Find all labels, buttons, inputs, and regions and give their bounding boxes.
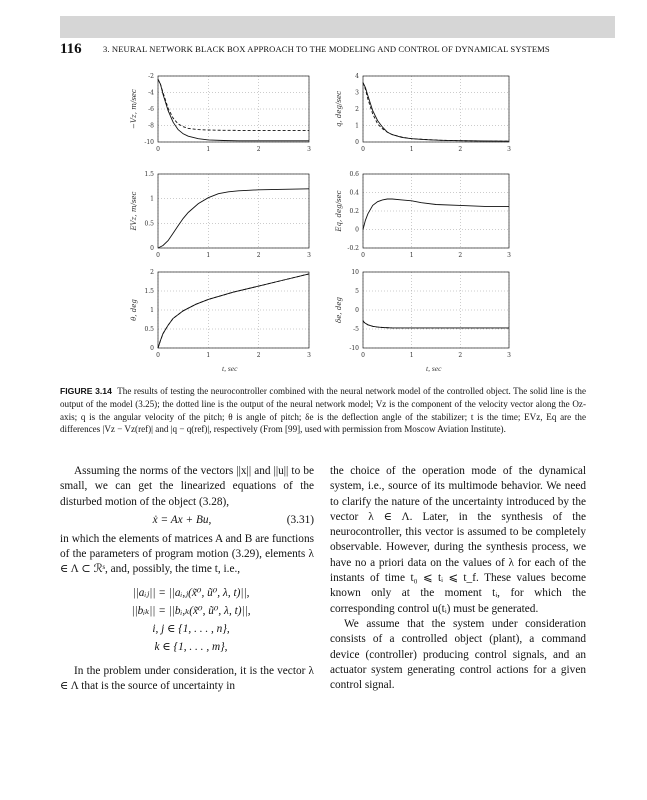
x-tick-label: 3 bbox=[307, 352, 311, 359]
x-tick-label: 2 bbox=[256, 252, 261, 259]
y-tick-label: 4 bbox=[355, 73, 359, 80]
y-tick-label: 0 bbox=[150, 345, 154, 352]
x-tick-label: 0 bbox=[361, 146, 365, 153]
equation-3-31-number: (3.31) bbox=[286, 514, 314, 527]
y-tick-label: 1.5 bbox=[144, 288, 154, 295]
y-tick-label: 0.5 bbox=[144, 220, 154, 228]
x-tick-label: 0 bbox=[156, 352, 160, 359]
x-tick-label: 1 bbox=[206, 352, 211, 359]
y-axis-label: δe, deg bbox=[335, 297, 343, 323]
plot-middle-left bbox=[118, 170, 313, 260]
left-paragraph-1: Assuming the norms of the vectors ||x|| and ||u|| to be small, we can get the linearized equations of the disturbed motion of the object (3.28), bbox=[60, 465, 314, 508]
y-tick-label: 1 bbox=[150, 307, 154, 314]
series-line-solid bbox=[158, 189, 309, 248]
equation-line-1: ||aᵢⱼ|| = ||aᵢ,ⱼ(x̃⁰, ũ⁰, λ, t)||, bbox=[132, 586, 250, 599]
y-tick-label: 0 bbox=[355, 139, 359, 146]
y-tick-label: -10 bbox=[144, 139, 154, 146]
y-tick-label: 1 bbox=[355, 122, 359, 130]
equation-line-4: k ∈ {1, . . . , m}, bbox=[154, 640, 228, 653]
xlabel-left: t, sec bbox=[222, 364, 238, 373]
header-bar bbox=[60, 16, 615, 38]
y-tick-label: 5 bbox=[355, 288, 359, 295]
plot-frame bbox=[158, 174, 309, 248]
x-tick-label: 3 bbox=[307, 146, 311, 153]
y-tick-label: -8 bbox=[148, 122, 154, 130]
x-tick-label: 1 bbox=[409, 252, 414, 259]
y-tick-label: -0.2 bbox=[347, 245, 359, 252]
x-tick-label: 1 bbox=[206, 146, 211, 153]
y-tick-label: 3 bbox=[355, 89, 359, 97]
plot-bottom-right bbox=[323, 268, 513, 360]
x-tick-label: 2 bbox=[458, 146, 463, 153]
x-tick-label: 3 bbox=[507, 352, 511, 359]
equation-line-3: i, j ∈ {1, . . . , n}, bbox=[152, 622, 230, 635]
y-tick-label: -4 bbox=[148, 89, 154, 97]
plot-middle-right bbox=[323, 170, 513, 260]
y-tick-label: 0.2 bbox=[349, 208, 359, 215]
plot-top-left bbox=[118, 72, 313, 154]
y-axis-label: EVz, m/sec bbox=[130, 191, 138, 231]
x-tick-label: 2 bbox=[458, 252, 463, 259]
x-tick-label: 0 bbox=[361, 252, 365, 259]
x-tick-label: 2 bbox=[256, 146, 261, 153]
running-head: 3. NEURAL NETWORK BLACK BOX APPROACH TO THE MODELING AND CONTROL OF DYNAMICAL SYSTEMS bbox=[103, 44, 550, 54]
caption-label: FIGURE 3.14 bbox=[60, 386, 112, 396]
x-tick-label: 1 bbox=[409, 352, 414, 359]
x-tick-label: 1 bbox=[409, 146, 414, 153]
y-tick-label: -2 bbox=[148, 73, 154, 80]
x-tick-label: 1 bbox=[206, 252, 211, 259]
y-tick-label: 2 bbox=[355, 106, 359, 113]
series-line-solid bbox=[363, 83, 509, 142]
caption-text: The results of testing the neurocontroller combined with the neural network model of the controlled object. The solid line is the output of the model (3.25); the dotted line is the output of the neural network model; Vz is the component of the velocity vector along the Oz-axis; q is the angular velocity of the pitch; θ is angle of pitch; δe is the deflection angle of the stabilizer; t is the time; EVz, Eq are the differences |Vz − Vz(ref)| and |q − q(ref)|, respectively (From [99], used with permission from Moscow Aviation Institute). bbox=[60, 386, 586, 435]
y-tick-label: 10 bbox=[351, 269, 359, 276]
x-tick-label: 2 bbox=[256, 352, 261, 359]
series-line-solid bbox=[158, 79, 309, 141]
y-tick-label: -6 bbox=[148, 106, 154, 113]
y-axis-label: −Vz, m/sec bbox=[130, 89, 138, 129]
equation-line-2: ||bᵢₖ|| = ||bᵢ,ₖ(x̃⁰, ũ⁰, λ, t)||, bbox=[131, 604, 251, 617]
series-line-dashed bbox=[158, 274, 309, 348]
series-line-dashed bbox=[363, 321, 509, 328]
equation-block bbox=[60, 584, 314, 656]
series-line-solid bbox=[363, 199, 509, 230]
y-tick-label: 0 bbox=[355, 307, 359, 314]
plot-bottom-left bbox=[118, 268, 313, 360]
y-tick-label: 2 bbox=[150, 269, 154, 276]
equation-3-31 bbox=[60, 510, 314, 532]
y-axis-label: θ, deg bbox=[130, 299, 138, 321]
left-column bbox=[60, 464, 314, 694]
x-tick-label: 3 bbox=[507, 252, 511, 259]
x-tick-label: 2 bbox=[458, 352, 463, 359]
plot-top-right bbox=[323, 72, 513, 154]
y-tick-label: 1 bbox=[150, 195, 154, 203]
y-tick-label: 0 bbox=[355, 226, 359, 234]
x-tick-label: 0 bbox=[156, 252, 160, 259]
series-line-dashed bbox=[158, 79, 309, 130]
right-paragraph-1: the choice of the operation mode of the dynamical system, i.e., source of its multimode behavior. We need to clarify the nature of the uncertainty introduced by the vector λ ∈ Λ. Later, in the synthesis of the neurocontroller, this vector is assumed to be completely observable. However, during the synthesis process, we have no a priori data on the values of λ for each of the instants of time t₀ ⩽ tᵢ ⩽ t_f. These values become known only at the moment tᵢ, for which the corresponding control u(tᵢ) must be generated. bbox=[330, 465, 586, 615]
x-tick-label: 3 bbox=[307, 252, 311, 259]
y-tick-label: 0.6 bbox=[349, 171, 359, 178]
right-column bbox=[330, 464, 586, 693]
y-tick-label: 1.5 bbox=[144, 171, 154, 178]
series-line-dashed bbox=[363, 83, 509, 142]
equation-3-31-body: ẋ = Ax + Bu, bbox=[152, 514, 212, 527]
figure-caption bbox=[60, 385, 586, 436]
y-tick-label: 0.4 bbox=[349, 189, 359, 197]
y-tick-label: -5 bbox=[353, 326, 359, 333]
left-paragraph-2: in which the elements of matrices A and B are functions of the parameters of program motion (3.29), elements λ ∈ Λ ⊂ ℛˢ, and, possibly, the time t, i.e., bbox=[60, 532, 314, 576]
y-axis-label: q, deg/sec bbox=[335, 90, 343, 128]
x-tick-label: 3 bbox=[507, 146, 511, 153]
series-line-solid bbox=[363, 321, 509, 328]
left-paragraph-3: In the problem under consideration, it is the vector λ ∈ Λ that is the source of uncertainty in bbox=[60, 664, 314, 693]
y-tick-label: 0 bbox=[150, 245, 154, 252]
y-tick-label: -10 bbox=[349, 345, 359, 352]
series-line-solid bbox=[158, 274, 309, 348]
y-tick-label: 0.5 bbox=[144, 326, 154, 333]
x-tick-label: 0 bbox=[361, 352, 365, 359]
right-paragraph-2: We assume that the system under consideration consists of a controlled object (plant), a command device (controller) producing control signals, and an actuator system generating control actions for a given control signal. bbox=[330, 617, 586, 692]
xlabel-right: t, sec bbox=[426, 364, 442, 373]
x-tick-label: 0 bbox=[156, 146, 160, 153]
y-axis-label: Eq, deg/sec bbox=[335, 190, 343, 232]
page-number: 116 bbox=[60, 41, 82, 57]
